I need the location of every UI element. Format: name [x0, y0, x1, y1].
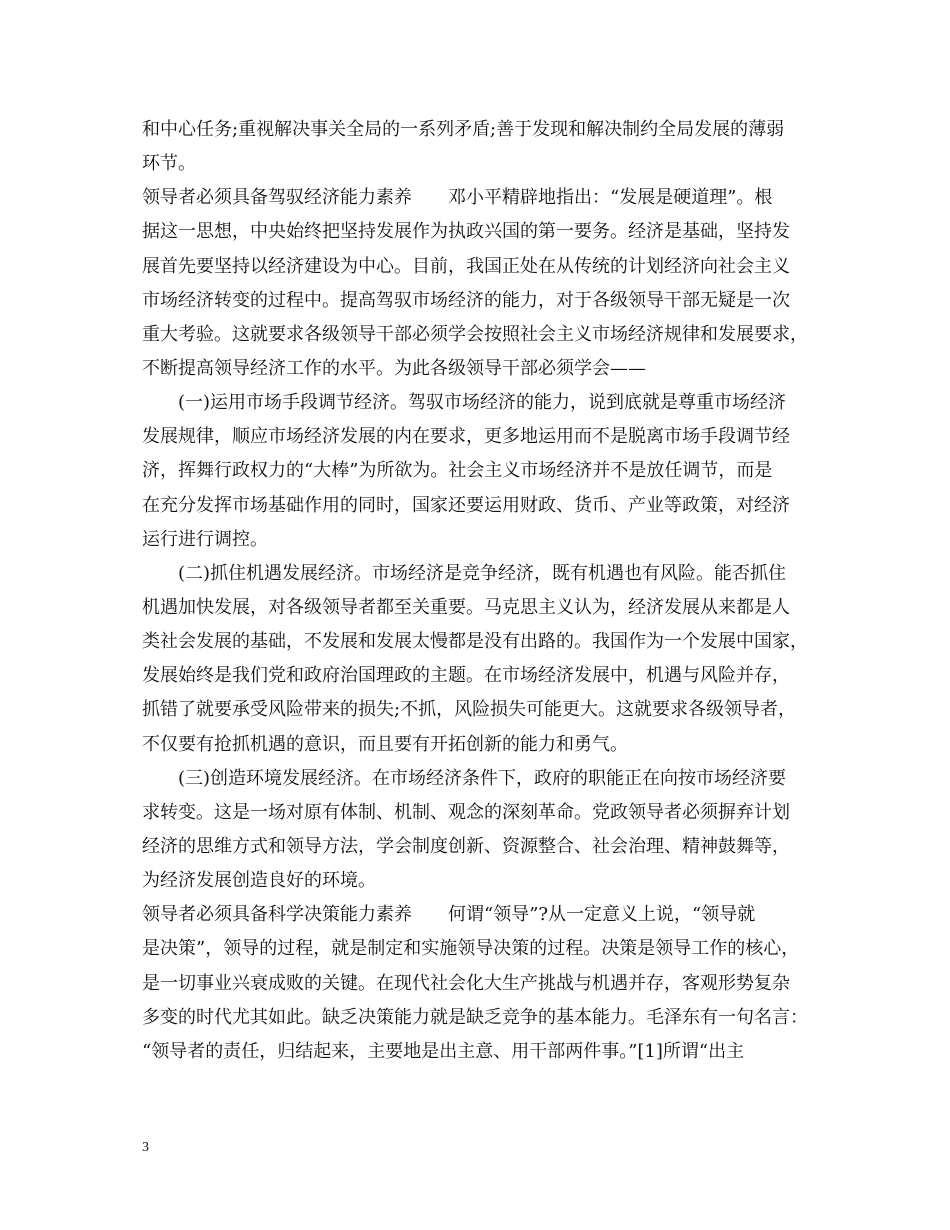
text-line: 多变的时代尤其如此。缺乏决策能力就是缺乏竞争的基本能力。毛泽东有一句名言：	[142, 1007, 808, 1028]
text-line: 为经济发展创造良好的环境。	[142, 870, 376, 891]
text-line: 不仅要有抢抓机遇的意识，而且要有开拓创新的能力和勇气。	[142, 734, 628, 755]
page-number: 3	[142, 1140, 149, 1155]
text-line: 不断提高领导经济工作的水平。为此各级领导干部必须学会——	[142, 358, 646, 379]
text-line: 发展始终是我们党和政府治国理政的主题。在市场经济发展中，机遇与风险并存，	[142, 665, 790, 686]
text-line: 类社会发展的基础，不发展和发展太慢都是没有出路的。我国作为一个发展中国家，	[142, 631, 808, 652]
text-line: 和中心任务;重视解决事关全局的一系列矛盾;善于发现和解决制约全局发展的薄弱	[142, 119, 785, 140]
text-line: 环节。	[142, 153, 196, 174]
text-line: 是一切事业兴衰成败的关键。在现代社会化大生产挑战与机遇并存，客观形势复杂	[142, 973, 790, 994]
text-line: 重大考验。这就要求各级领导干部必须学会按照社会主义市场经济规律和发展要求，	[142, 324, 808, 345]
text-line: 展首先要坚持以经济建设为中心。目前，我国正处在从传统的计划经济向社会主义	[142, 256, 790, 277]
text-line: 求转变。这是一场对原有体制、机制、观念的深刻革命。党政领导者必须摒弃计划	[142, 802, 790, 823]
text-line: 在充分发挥市场基础作用的同时，国家还要运用财政、货币、产业等政策，对经济	[142, 495, 790, 516]
text-line: (二)抓住机遇发展经济。市场经济是竞争经济，既有机遇也有风险。能否抓住	[142, 563, 787, 584]
text-line: 是决策”，领导的过程，就是制定和实施领导决策的过程。决策是领导工作的核心，	[142, 938, 800, 959]
text-line: 市场经济转变的过程中。提高驾驭市场经济的能力，对于各级领导干部无疑是一次	[142, 290, 790, 311]
text-line: 据这一思想，中央始终把坚持发展作为执政兴国的第一要务。经济是基础，坚持发	[142, 221, 790, 242]
text-line: 运行进行调控。	[142, 529, 268, 550]
text-line: 机遇加快发展，对各级领导者都至关重要。马克思主义认为，经济发展从来都是人	[142, 597, 790, 618]
text-line: 发展规律，顺应市场经济发展的内在要求，更多地运用而不是脱离市场手段调节经	[142, 426, 790, 447]
text-line: (三)创造环境发展经济。在市场经济条件下，政府的职能正在向按市场经济要	[142, 768, 787, 789]
text-line: 领导者必须具备驾驭经济能力素养 邓小平精辟地指出：“发展是硬道理”。根	[142, 187, 773, 208]
text-line: 抓错了就要承受风险带来的损失;不抓，风险损失可能更大。这就要求各级领导者，	[142, 699, 797, 720]
text-line: (一)运用市场手段调节经济。驾驭市场经济的能力，说到底就是尊重市场经济	[142, 392, 787, 413]
text-line: 济，挥舞行政权力的“大棒”为所欲为。社会主义市场经济并不是放任调节，而是	[142, 460, 773, 481]
text-line: 领导者必须具备科学决策能力素养 何谓“领导”?从一定意义上说，“领导就	[142, 904, 756, 925]
text-line: “领导者的责任，归结起来，主要地是出主意、用干部两件事。”[1]所谓“出主	[142, 1041, 745, 1062]
text-line: 经济的思维方式和领导方法，学会制度创新、资源整合、社会治理、精神鼓舞等，	[142, 836, 790, 857]
